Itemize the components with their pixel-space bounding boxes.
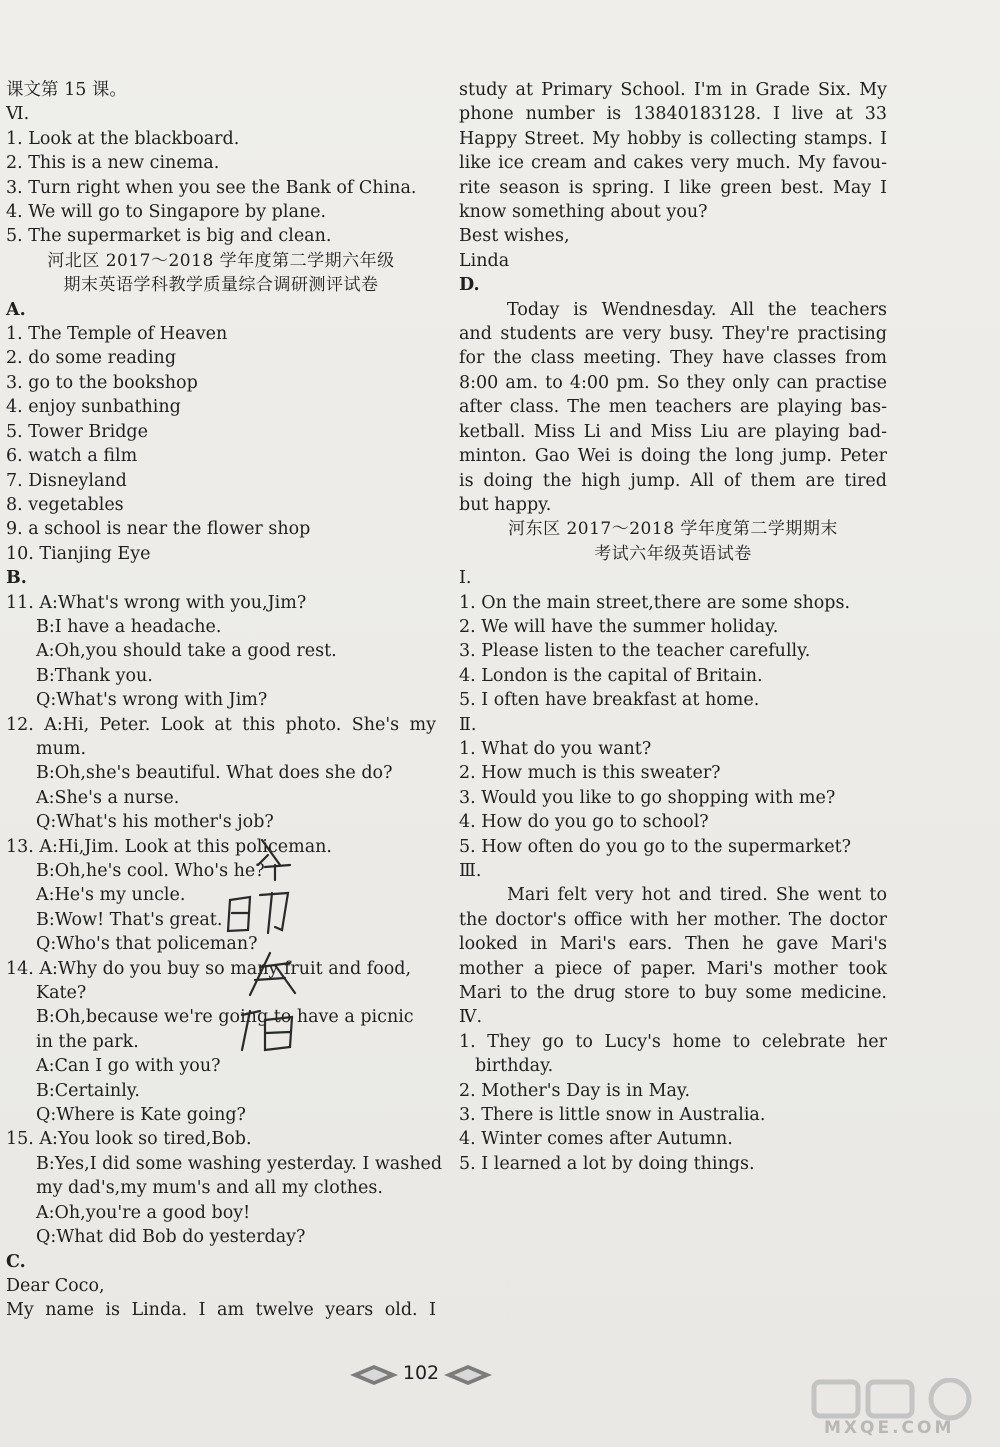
left-line: 6. watch a film [6,446,138,467]
left-line: 5. The supermarket is big and clean. [6,226,332,247]
right-line: 3. Please listen to the teacher carefully. [459,641,811,662]
right-line: birthday. [475,1056,554,1077]
right-line: phone number is 13840183128. I live at 33 [459,104,887,125]
right-line: Ⅳ. [459,1007,483,1028]
left-line: Q:What did Bob do yesterday? [36,1227,306,1248]
right-line: 2. We will have the summer holiday. [459,616,779,637]
left-line: B. [6,568,27,589]
left-line: Kate? [36,983,87,1004]
right-line: 5. I often have breakfast at home. [459,690,760,711]
left-line: B:Yes,I did some washing yesterday. I washed [36,1153,443,1174]
left-line: 2. do some reading [6,348,177,369]
right-line: looked in Mari's ears. Then he gave Mari's [459,934,887,955]
right-line: Today is Wendnesday. All the teachers [507,299,887,320]
left-line: my dad's,my mum's and all my clothes. [36,1178,383,1199]
right-line: Ⅲ. [459,861,482,881]
left-line: 11. A:What's wrong with you,Jim? [6,592,307,613]
right-line: 5. How often do you go to the supermarket? [459,836,851,857]
right-line: 河东区 2017～2018 学年度第二学期期末 [508,519,838,540]
right-line: Ⅰ. [459,568,472,589]
left-line: 河北区 2017～2018 学年度第二学期六年级 [47,250,395,271]
page-number: 102 [402,1362,440,1384]
left-line: B:Oh,because we're going to have a picnic [36,1007,414,1028]
right-line: 2. Mother's Day is in May. [459,1080,691,1101]
right-line: 4. London is the capital of Britain. [459,665,763,686]
left-line: A. [6,299,26,320]
right-line: 1. They go to Lucy's home to celebrate her [459,1031,887,1052]
right-line: mother a piece of paper. Mari's mother took [459,958,887,979]
left-line: 4. enjoy sunbathing [6,397,181,418]
watermark-text: MXQE.COM [824,1418,955,1438]
right-line: Linda [459,250,510,271]
left-line: mum. [36,738,87,759]
handwriting-scribble-icon [220,835,320,1065]
right-line: Mari to the drug store to buy some medicine. [459,983,887,1004]
page-footer [350,1360,490,1390]
left-line: 15. A:You look so tired,Bob. [6,1129,252,1150]
diamond-right-icon [444,1365,492,1385]
left-line: 课文第 15 课。 [6,80,127,100]
left-line: A:He's my uncle. [36,885,186,906]
left-line: Dear Coco, [6,1275,105,1296]
right-line: but happy. [459,494,552,515]
right-line: is doing the high jump. All of them are tired [459,470,887,491]
left-line: B:Certainly. [36,1080,140,1101]
right-line: 8:00 am. to 4:00 pm. So they only can practise [459,372,887,393]
left-line: 3. Turn right when you see the Bank of China. [6,177,417,198]
left-line: Q:What's his mother's job? [36,812,274,833]
left-line: B:Thank you. [36,665,153,686]
left-line: 10. Tianjing Eye [6,543,151,564]
right-line: know something about you? [459,202,708,223]
right-line: and students are very busy. They're practising [459,324,887,345]
right-line: Best wishes, [459,226,570,247]
left-line: in the park. [36,1031,139,1052]
right-line: Mari felt very hot and tired. She went to [507,885,887,906]
left-line: 13. A:Hi,Jim. Look at this policeman. [6,836,332,857]
right-line: Ⅱ. [459,714,477,735]
left-line: 4. We will go to Singapore by plane. [6,202,327,223]
left-line: Ⅵ. [6,104,30,125]
left-line: 3. go to the bookshop [6,372,198,393]
right-line: 5. I learned a lot by doing things. [459,1153,755,1174]
right-line: ketball. Miss Li and Miss Liu are playing bad- [459,421,887,442]
left-line: 7. Disneyland [6,470,127,491]
diamond-left-icon [350,1365,398,1385]
left-line: Q:Who's that policeman? [36,934,258,955]
right-line: after class. The men teachers are playing bas- [459,397,887,418]
left-line: 12. A:Hi, Peter. Look at this photo. She's my [6,714,436,735]
right-line: for the class meeting. They have classes from [459,348,887,369]
right-line: 3. Would you like to go shopping with me? [459,787,836,808]
left-line: 8. vegetables [6,494,124,515]
right-line: 1. What do you want? [459,738,652,759]
left-line: A:She's a nurse. [36,787,180,808]
right-line: like ice cream and cakes very much. My favou- [459,153,887,174]
right-line: rite season is spring. I like green best. May I [459,177,887,198]
right-line: 1. On the main street,there are some shops. [459,592,851,613]
right-line: D. [459,275,480,296]
right-line: 3. There is little snow in Australia. [459,1105,766,1126]
left-line: C. [6,1251,26,1272]
left-line: A:Can I go with you? [36,1056,221,1077]
left-line: 2. This is a new cinema. [6,153,220,174]
left-line: My name is Linda. I am twelve years old. I [6,1300,436,1321]
left-line: B:Wow! That's great. [36,909,223,930]
left-line: 9. a school is near the flower shop [6,519,311,540]
left-line: Q:What's wrong with Jim? [36,690,268,711]
left-line: 1. Look at the blackboard. [6,128,240,149]
left-line: B:Oh,he's cool. Who's he? [36,861,265,881]
left-line: A:Oh,you're a good boy! [36,1202,251,1223]
right-line: 4. How do you go to school? [459,812,709,833]
right-line: 2. How much is this sweater? [459,763,721,784]
left-line: Q:Where is Kate going? [36,1105,246,1126]
left-line: A:Oh,you should take a good rest. [36,641,337,662]
right-line: 4. Winter comes after Autumn. [459,1129,733,1150]
left-line: B:I have a headache. [36,616,222,637]
right-line: the doctor's office with her mother. The doctor [459,909,887,930]
left-line: 5. Tower Bridge [6,421,148,442]
left-line: 14. A:Why do you buy so many fruit and food, [6,958,412,979]
right-line: minton. Gao Wei is doing the long jump. Peter [459,446,887,467]
left-column [6,78,443,1323]
left-line: B:Oh,she's beautiful. What does she do? [36,763,393,784]
right-line: 考试六年级英语试卷 [594,543,752,564]
right-line: study at Primary School. I'm in Grade Six. My [459,80,887,100]
right-column [459,78,887,1176]
left-line: 期末英语学科教学质量综合调研测评试卷 [63,275,379,296]
left-line: 1. The Temple of Heaven [6,324,228,345]
right-line: Happy Street. My hobby is collecting stamps. I [459,128,887,149]
